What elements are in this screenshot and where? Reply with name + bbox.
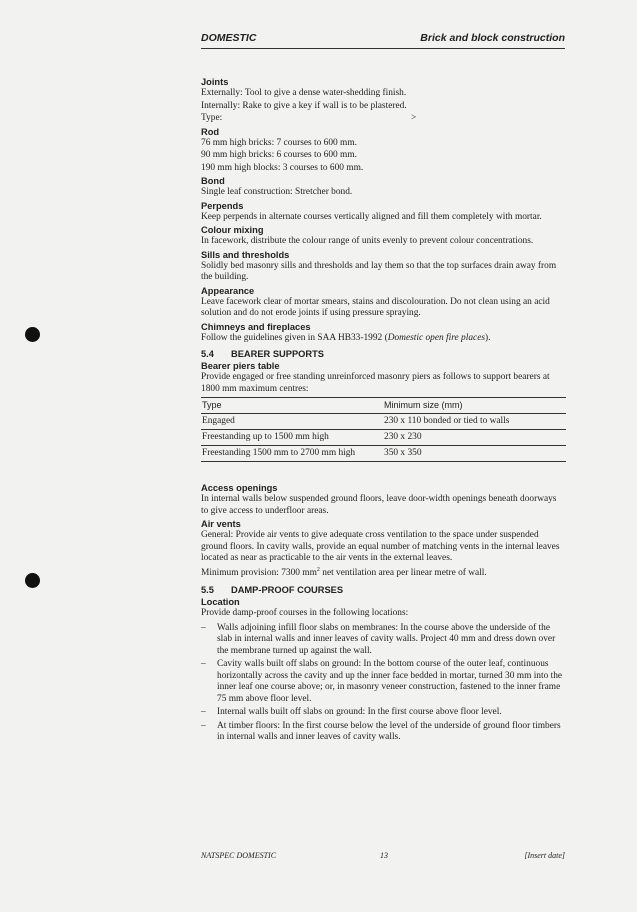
- list-item-text: Walls adjoining infill floor slabs on membranes: In the course above the underside of the slab in internal walls and inner leaves of cavity walls. Project 40 mm and dress down over the membrane turned up against the wall.: [217, 622, 556, 656]
- section-title: DAMP-PROOF COURSES: [231, 585, 344, 595]
- vents-text: General: Provide air vents to give adequate cross ventilation to the space under suspended ground floors. In cavity walls, provide an equal number of matching vents in the internal leaves located as near as practicable to the air vents in the external leaves.: [201, 530, 560, 563]
- heading-rod: Rod: [201, 126, 220, 137]
- section-number: 5.5: [201, 585, 214, 595]
- vents-min-b: net ventilation area per linear metre of wall.: [319, 567, 487, 578]
- chimneys-text-b: ).: [485, 332, 491, 343]
- table-header-row: [201, 398, 566, 414]
- heading-perpends: Perpends: [201, 200, 244, 211]
- bearer-piers-table: [201, 397, 566, 462]
- chimneys-text: [201, 333, 566, 345]
- header-right: Brick and block construction: [420, 32, 565, 44]
- joints-type: [201, 113, 566, 125]
- section-bearer-supports: [201, 348, 566, 360]
- heading-appearance: Appearance: [201, 285, 255, 296]
- table-row: [201, 430, 566, 446]
- type-value: >: [411, 113, 417, 123]
- rod-line: 90 mm high bricks: 6 courses to 600 mm.: [201, 150, 357, 160]
- footer-right: [Insert date]: [524, 851, 565, 860]
- chimneys-text-italic: Domestic open fire places: [387, 332, 486, 343]
- page-body: [201, 76, 566, 746]
- type-label: Type:: [201, 113, 223, 123]
- punch-hole: [25, 327, 40, 342]
- table-cell: Engaged: [201, 414, 383, 430]
- list-dash: –: [201, 720, 206, 731]
- section-damp-proof: [201, 584, 566, 596]
- access-text: In internal walls below suspended ground floors, leave door-width openings beneath doorways to give access to underfloor areas.: [201, 494, 557, 516]
- vents-min-sup: 2: [316, 566, 320, 573]
- table-row: [201, 414, 566, 430]
- heading-colour-mixing: Colour mixing: [201, 225, 264, 235]
- list-item: [201, 659, 566, 705]
- list-item-text: Internal walls built off slabs on ground: In the first course above floor level.: [217, 707, 502, 717]
- header-left: DOMESTIC: [201, 32, 257, 44]
- dpc-list: [201, 623, 566, 744]
- section-title: BEARER SUPPORTS: [231, 349, 324, 359]
- heading-sills: Sills and thresholds: [201, 249, 290, 260]
- running-header: [201, 32, 565, 49]
- joints-line: Externally: Tool to give a dense water-shedding finish.: [201, 88, 407, 98]
- list-item: [201, 721, 566, 744]
- footer-left: NATSPEC DOMESTIC: [201, 851, 277, 860]
- table-cell: 350 x 350: [383, 446, 566, 462]
- heading-joints: Joints: [201, 77, 229, 87]
- list-dash: –: [201, 707, 206, 717]
- table-cell: 230 x 230: [383, 430, 566, 446]
- list-item-text: At timber floors: In the first course below the level of the underside of ground floor timbers in internal walls and inner leaves of cavity walls.: [217, 720, 561, 742]
- vents-minimum: [201, 568, 566, 580]
- heading-air-vents: Air vents: [201, 519, 241, 529]
- table-header: Minimum size (mm): [383, 398, 566, 414]
- bearer-text: Provide engaged or free standing unreinforced masonry piers as follows to support bearers at 1800 mm maximum centres:: [201, 372, 550, 394]
- table-cell: Freestanding 1500 mm to 2700 mm high: [201, 446, 383, 462]
- rod-line: 76 mm high bricks: 7 courses to 600 mm.: [201, 137, 357, 148]
- table-header: Type: [201, 398, 383, 414]
- perpends-text: Keep perpends in alternate courses vertically aligned and fill them completely with mortar.: [201, 211, 542, 222]
- list-dash: –: [201, 622, 206, 633]
- heading-bearer-piers: Bearer piers table: [201, 361, 280, 371]
- table-cell: Freestanding up to 1500 mm high: [201, 430, 383, 446]
- heading-access-openings: Access openings: [201, 483, 278, 493]
- section-number: 5.4: [201, 349, 214, 359]
- heading-chimneys: Chimneys and fireplaces: [201, 321, 311, 332]
- dpc-text: Provide damp-proof courses in the following locations:: [201, 608, 409, 618]
- colour-text: In facework, distribute the colour range of units evenly to prevent colour concentrations.: [201, 236, 534, 246]
- list-item: [201, 707, 566, 719]
- heading-bond: Bond: [201, 176, 225, 186]
- heading-location: Location: [201, 597, 240, 607]
- rod-line: 190 mm high blocks: 3 courses to 600 mm.: [201, 162, 364, 173]
- chimneys-text-a: Follow the guidelines given in SAA HB33-1992 (: [201, 332, 388, 343]
- table-cell: 230 x 110 bonded or tied to walls: [383, 414, 566, 430]
- page-number: 13: [380, 851, 388, 860]
- appearance-text: Leave facework clear of mortar smears, stains and discolouration. Do not clean using an acid solution and do not erode joints if using pressure spraying.: [201, 296, 550, 318]
- bond-text: Single leaf construction: Stretcher bond.: [201, 187, 353, 197]
- list-item-text: Cavity walls built off slabs on ground: In the bottom course of the outer leaf, continuous horizontally across the cavity and up the inner face bedded in mortar, turned 30 mm into the inner leaf one course above; or, in masonry veneer construction, fastened to the inner frame 75 mm above floor level.: [217, 659, 563, 704]
- vents-min-a: Minimum provision: 7300 mm: [201, 567, 317, 578]
- list-item: [201, 623, 566, 658]
- list-dash: –: [201, 659, 206, 669]
- punch-hole: [25, 573, 40, 588]
- table-row: [201, 446, 566, 462]
- joints-line: Internally: Rake to give a key if wall is to be plastered.: [201, 100, 407, 111]
- sills-text: Solidly bed masonry sills and thresholds and lay them so that the top surfaces drain away from the building.: [201, 260, 557, 282]
